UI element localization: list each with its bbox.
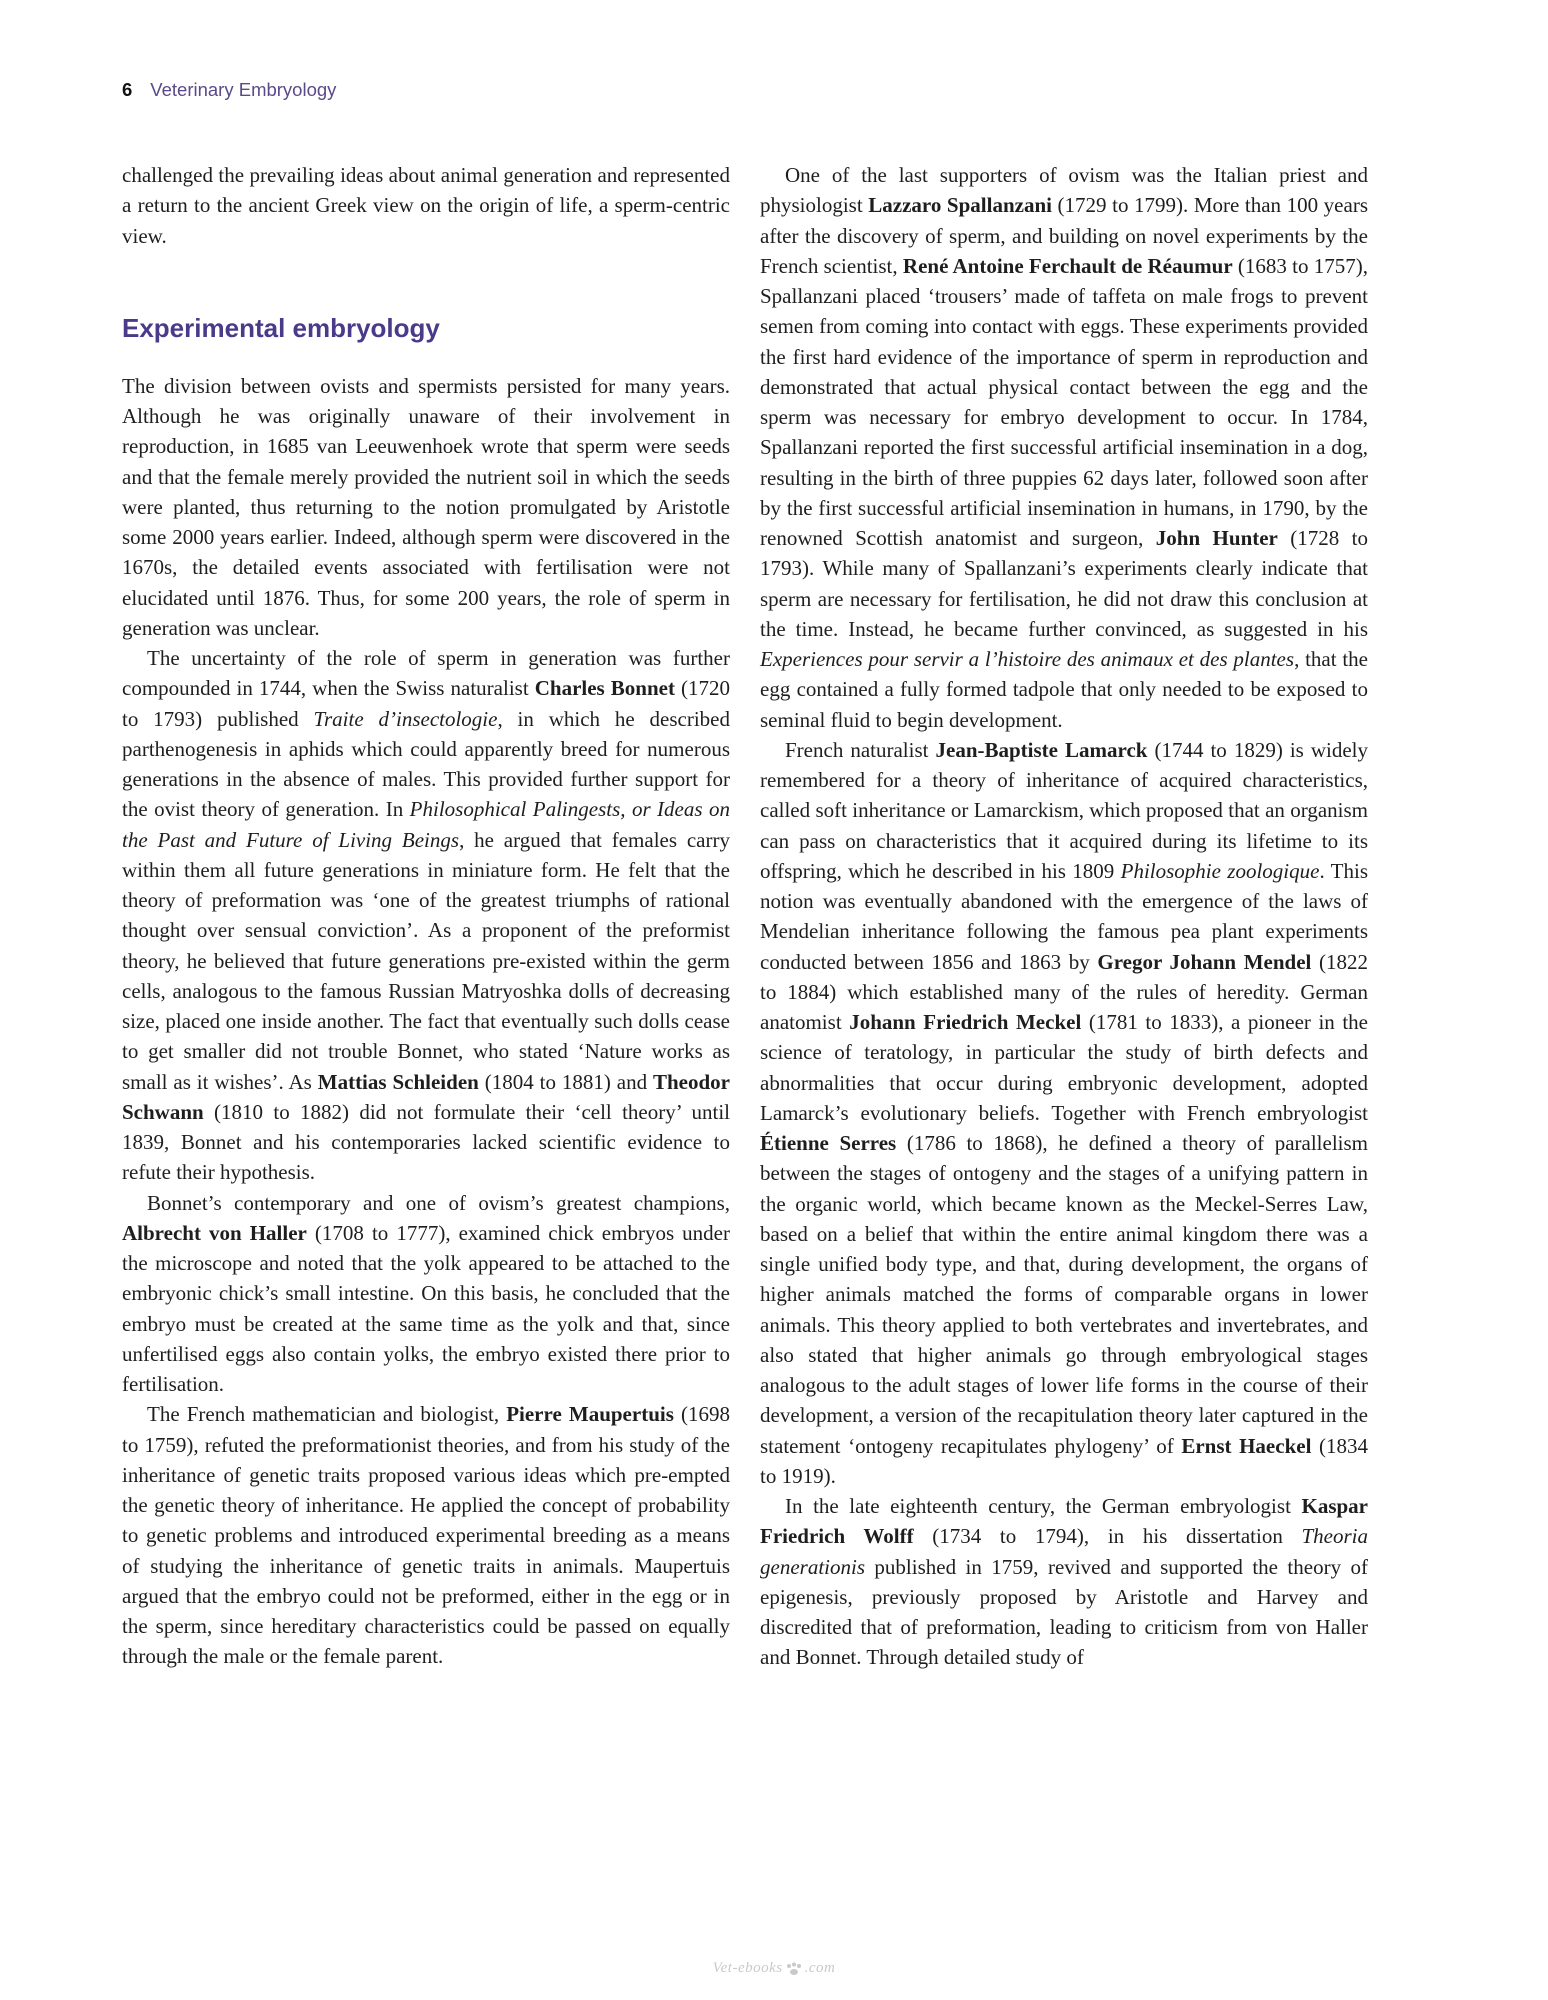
intro-paragraph: challenged the prevailing ideas about animal generation and represented a return to the ancient Greek view on the origin of life, a sperm-centric view. — [122, 163, 730, 248]
book-title-citation: Experiences pour servir a l’histoire des animaux et des plantes — [760, 647, 1295, 671]
paragraph-wolff: In the late eighteenth century, the German embryologist Kaspar Friedrich Wolff (1734 to 1794), in his dissertation Theoria generationis published in 1759, revived and supported the theory of epigenesis, previously proposed by Aristotle and Harvey and discredited that of preformation, leading to criticism from von Haller and Bonnet. Through detailed study of — [760, 1494, 1369, 1670]
person-name: René Antoine Ferchault de Réaumur — [902, 253, 1233, 278]
book-title: Veterinary Embryology — [150, 79, 337, 100]
watermark-domain: .com — [804, 1960, 836, 1976]
left-column — [122, 160, 730, 1672]
paw-icon — [785, 1962, 803, 1976]
person-name: Kaspar Friedrich Wolff — [760, 1494, 1368, 1549]
right-column — [760, 160, 1368, 1673]
paragraph-bonnet: The uncertainty of the role of sperm in generation was further compounded in 1744, when the Swiss naturalist Charles Bonnet (1720 to 1793) published Traite d’insectologie, in which he described parthenogenesis in aphids which could apparently breed for numerous generations in the absence of males. This provided further support for the ovist theory of generation. In Philosophical Palingests, or Ideas on the Past and Future of Living Beings, he argued that females carry within them all future generations in miniature form. He felt that the theory of preformation was ‘one of the greatest triumphs of rational thought over sensual conviction’. As a proponent of the preformist theory, he believed that future generations pre-existed within the germ cells, analogous to the famous Russian Matryoshka dolls of decreasing size, placed one inside another. The fact that eventually such dolls cease to get smaller did not trouble Bonnet, who stated ‘Nature works as small as it wishes’. As Mattias Schleiden (1804 to 1881) and Theodor Schwann (1810 to 1882) did not formulate their ‘cell theory’ until 1839, Bonnet and his contemporaries lacked scientific evidence to refute their hypothesis. — [122, 646, 730, 1185]
watermark-text: Vet-ebooks — [712, 1960, 783, 1976]
paragraph-division: The division between ovists and spermists persisted for many years. Although he was originally unaware of their involvement in reproduction, in 1685 van Leeuwenhoek wrote that sperm were seeds and that the female merely provided the nutrient soil in which the seeds were planted, thus returning to the notion promulgated by Aristotle some 2000 years earlier. Indeed, although sperm were discovered in the 1670s, the detailed events associated with fertilisation were not elucidated until 1876. Thus, for some 200 years, the role of sperm in generation was unclear. — [122, 373, 730, 640]
person-name: Étienne Serres — [760, 1131, 897, 1155]
watermark — [0, 1960, 1548, 1977]
running-head — [122, 79, 336, 101]
person-name: Charles Bonnet — [534, 676, 675, 701]
section-heading: Experimental embryology — [122, 312, 440, 343]
person-name: Theodor Schwann — [122, 1069, 730, 1124]
book-title-citation: Traite d’insectologie — [313, 706, 498, 731]
person-name: Mattias Schleiden — [317, 1069, 479, 1094]
paragraph-maupertuis: The French mathematician and biologist, Pierre Maupertuis (1698 to 1759), refuted the preformationist theories, and from his study of the inheritance of genetic traits proposed various ideas which pre-empted the genetic theory of inheritance. He applied the concept of probability to genetic problems and introduced experimental breeding as a means of studying the inheritance of genetic traits in animals. Maupertuis argued that the embryo could not be preformed, either in the egg or in the sperm, since hereditary characteristics could be passed on equally through the male or the female parent. — [122, 1402, 730, 1669]
person-name: John Hunter — [1155, 526, 1278, 550]
paragraph-haller: Bonnet’s contemporary and one of ovism’s greatest champions, Albrecht von Haller (1708 to 1777), examined chick embryos under the microscope and noted that the yolk appeared to be attached to the embryonic chick’s small intestine. On this basis, he concluded that the embryo must be created at the same time as the yolk and that, since unfertilised eggs also contain yolks, the embryo existed there prior to fertilisation. — [122, 1190, 730, 1396]
person-name: Johann Friedrich Meckel — [849, 1010, 1082, 1034]
person-name: Gregor Johann Mendel — [1097, 949, 1312, 974]
person-name: Jean-Baptiste Lamarck — [935, 737, 1148, 762]
book-title-citation: Philosophie zoologique — [1120, 858, 1320, 883]
paragraph-spallanzani: One of the last supporters of ovism was the Italian priest and physiologist Lazzaro Spallanzani (1729 to 1799). More than 100 years after the discovery of sperm, and building on novel experiments by the French scientist, René Antoine Ferchault de Réaumur (1683 to 1757), Spallanzani placed ‘trousers’ made of taffeta on male frogs to prevent semen from coming into contact with eggs. These experiments provided the first hard evidence of the importance of sperm in reproduction and demonstrated that actual physical contact between the egg and the sperm was necessary for embryo development to occur. In 1784, Spallanzani reported the first successful artificial insemination in a dog, resulting in the birth of three puppies 62 days later, followed soon after by the first successful artificial insemination in humans, in 1790, by the renowned Scottish anatomist and surgeon, John Hunter (1728 to 1793). While many of Spallanzani’s experiments clearly indicate that sperm are necessary for fertilisation, he did not draw this conclusion at the time. Instead, he became further convinced, as suggested in his Experiences pour servir a l’histoire des animaux et des plantes, that the egg contained a fully formed tadpole that only needed to be exposed to seminal fluid to begin development. — [760, 163, 1369, 732]
book-title-citation: Theoria generationis — [760, 1524, 1369, 1579]
person-name: Pierre Maupertuis — [506, 1402, 674, 1427]
person-name: Albrecht von Haller — [122, 1220, 307, 1245]
book-title-citation: Philosophical Palingests, or Ideas on the Past and Future of Living Beings — [122, 797, 730, 852]
person-name: Ernst Haeckel — [1181, 1433, 1312, 1458]
person-name: Lazzaro Spallanzani — [868, 193, 1052, 218]
paragraph-lamarck: French naturalist Jean-Baptiste Lamarck (1744 to 1829) is widely remembered for a theory of inheritance of acquired characteristics, called soft inheritance or Lamarckism, which proposed that an organism can pass on characteristics that it acquired during its lifetime to its offspring, which he described in his 1809 Philosophie zoologique. This notion was eventually abandoned with the emergence of the laws of Mendelian inheritance following the famous pea plant experiments conducted between 1856 and 1863 by Gregor Johann Mendel (1822 to 1884) which established many of the rules of heredity. German anatomist Johann Friedrich Meckel (1781 to 1833), a pioneer in the science of teratology, in particular the study of birth defects and abnormalities that occur during embryonic development, adopted Lamarck’s evolutionary beliefs. Together with French embryologist Étienne Serres (1786 to 1868), he defined a theory of parallelism between the stages of ontogeny and the stages of a unifying pattern in the organic world, which became known as the Meckel-Serres Law, based on a belief that within the entire animal kingdom there was a single unified body type, and that, during development, the organs of higher animals matched the forms of comparable organs in lower animals. This theory applied to both vertebrates and invertebrates, and also stated that higher animals go through embryological stages analogous to the adult stages of lower life forms in the course of their development, a version of the recapitulation theory later captured in the statement ‘ontogeny recapitulates phylogeny’ of Ernst Haeckel (1834 to 1919). — [760, 737, 1369, 1488]
page-number: 6 — [122, 79, 133, 100]
